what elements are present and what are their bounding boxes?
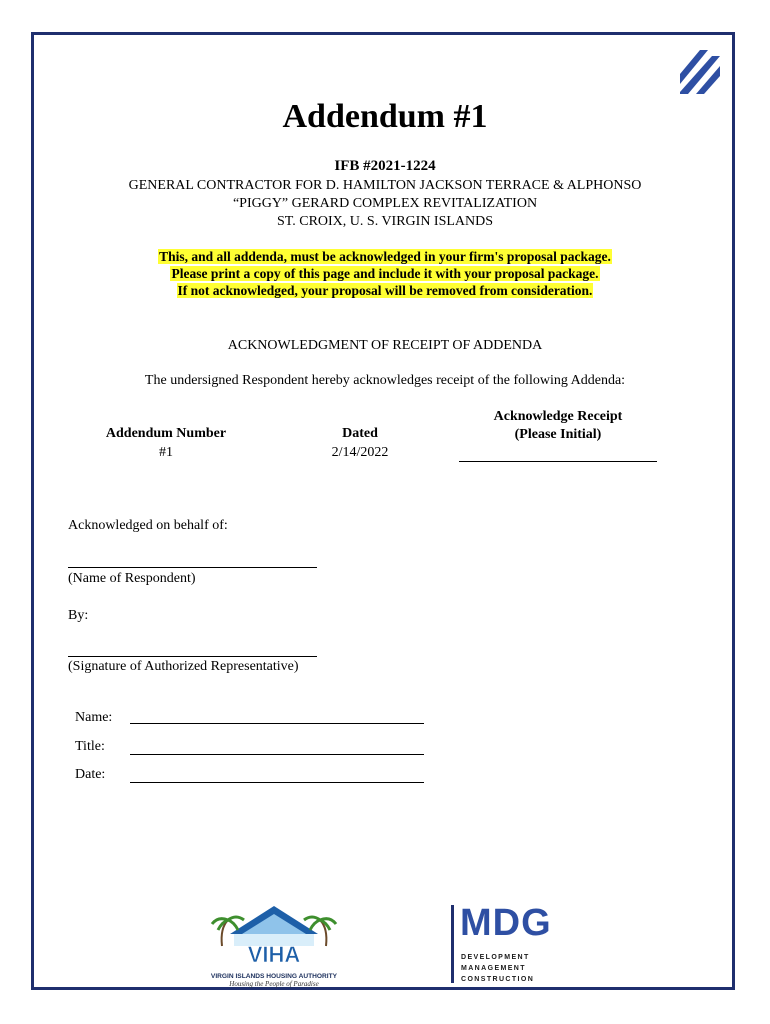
acknowledge-header-1: Acknowledge Receipt xyxy=(493,409,623,424)
viha-emblem-icon xyxy=(208,904,340,966)
notice-line-2: Please print a copy of this page and include it with your proposal package. xyxy=(171,266,599,281)
initial-line[interactable] xyxy=(459,461,657,462)
page-title: Addendum #1 xyxy=(282,98,488,135)
viha-tagline: Housing the People of Paradise xyxy=(229,980,319,988)
respondent-name-line[interactable] xyxy=(68,567,317,568)
mdg-logo-bar xyxy=(451,905,454,983)
undersigned-text: The undersigned Respondent hereby acknowledges receipt of the following Addenda: xyxy=(144,373,626,388)
viha-name: VIRGIN ISLANDS HOUSING AUTHORITY xyxy=(210,973,338,980)
ack-title: ACKNOWLEDGMENT OF RECEIPT OF ADDENDA xyxy=(227,338,543,353)
project-line-1: GENERAL CONTRACTOR FOR D. HAMILTON JACKSON TERRACE & ALPHONSO xyxy=(128,178,642,193)
notice-block xyxy=(0,248,770,299)
addendum-number-header: Addendum Number xyxy=(105,426,227,441)
viha-word: VIHA xyxy=(247,942,301,966)
by-label: By: xyxy=(68,608,89,623)
signature-line[interactable] xyxy=(68,656,317,657)
mdg-line-2: MANAGEMENT xyxy=(461,965,526,972)
dated-header: Dated xyxy=(342,426,378,441)
acknowledge-header-2: (Please Initial) xyxy=(514,427,602,442)
mdg-line-3: CONSTRUCTION xyxy=(461,976,535,983)
notice-line-1: This, and all addenda, must be acknowledged in your firm's proposal package. xyxy=(159,249,611,264)
title-line[interactable] xyxy=(130,754,424,755)
notice-line-3: If not acknowledged, your proposal will be removed from consideration. xyxy=(177,283,593,298)
title-label: Title: xyxy=(75,739,105,754)
project-line-3: ST. CROIX, U. S. VIRGIN ISLANDS xyxy=(276,214,494,229)
mdg-logo xyxy=(451,902,571,985)
date-line[interactable] xyxy=(130,782,424,783)
mdg-stripe-icon xyxy=(678,46,722,96)
on-behalf-label: Acknowledged on behalf of: xyxy=(68,518,228,533)
viha-logo xyxy=(208,904,340,986)
page-border xyxy=(31,32,735,990)
date-label: Date: xyxy=(75,767,106,782)
respondent-name-label: (Name of Respondent) xyxy=(68,571,196,586)
dated-value: 2/14/2022 xyxy=(331,445,389,460)
mdg-line-1: DEVELOPMENT xyxy=(461,954,530,961)
project-line-2: “PIGGY” GERARD COMPLEX REVITALIZATION xyxy=(232,196,538,211)
ifb-number: IFB #2021-1224 xyxy=(334,158,436,174)
name-label: Name: xyxy=(75,710,113,725)
addendum-number-value: #1 xyxy=(159,445,173,460)
mdg-word: MDG xyxy=(460,902,552,944)
name-line[interactable] xyxy=(130,723,424,724)
signature-label: (Signature of Authorized Representative) xyxy=(68,659,299,674)
